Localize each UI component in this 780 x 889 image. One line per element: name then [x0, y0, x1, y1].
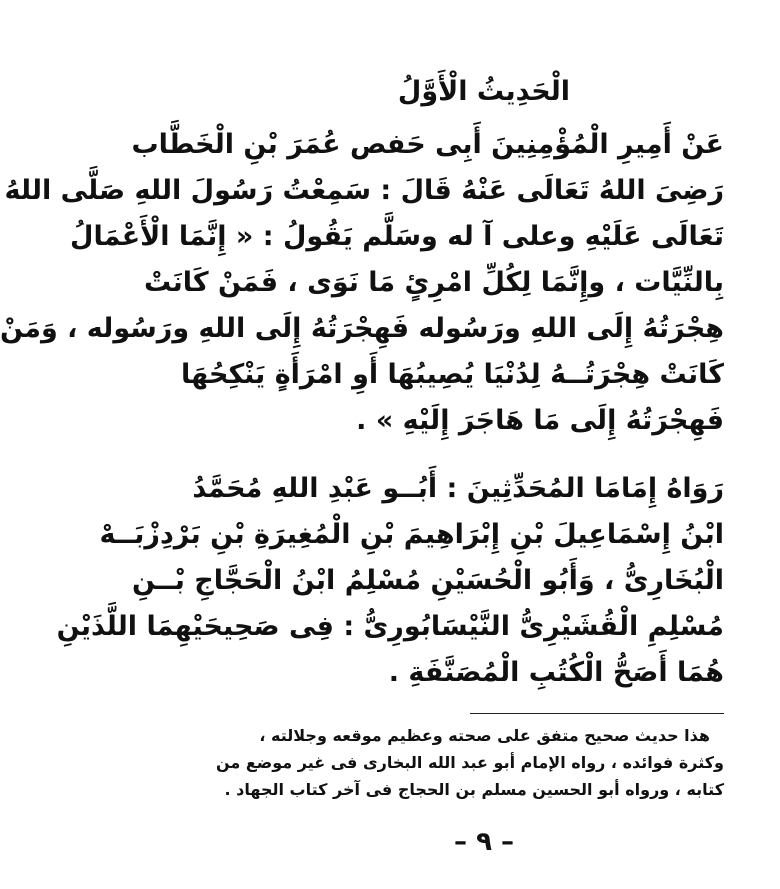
hadith-text: [0, 122, 724, 444]
footnote-line: هذا حديث صحيح متفق على صحته وعظيم موقعه وجلالته ،: [259, 726, 710, 745]
hadith-line: عَنْ أَمِيرِ الْمُؤْمِنِينَ أَبِى حَفص عُمَرَ بْنِ الْخَطَّاب: [131, 129, 724, 160]
page-number: – ٩ –: [454, 827, 514, 857]
footnote-divider: [470, 713, 724, 714]
hadith-line: هِجْرَتُهُ إِلَى اللهِ ورَسُوله فَهِجْرَتُهُ إِلَى اللهِ ورَسُوله ، وَمَنْ: [0, 313, 724, 344]
narration-line: ابْنُ إِسْمَاعِيلَ بْنِ إِبْرَاهِيمَ بْنِ الْمُغِيرَةِ بْنِ بَرْدِزْبَــهْ: [99, 519, 724, 550]
narration-text: [56, 466, 724, 696]
narration-line: رَوَاهُ إِمَامَا المُحَدِّثِينَ : أَبُــو عَبْدِ اللهِ مُحَمَّدُ: [192, 473, 724, 504]
narration-line: هُمَا أَصَحُّ الْكُتُبِ الْمُصَنَّفَةِ .: [388, 657, 724, 688]
hadith-line: بِالنِّيَّات ، وإِنَّمَا لِكُلِّ امْرِئٍ مَا نَوَى ، فَمَنْ كَانَتْ: [143, 267, 724, 298]
hadith-line: كَانَتْ هِجْرَتُــهُ لِدُنْيَا يُصِيبُهَا أَوِ امْرَأَةٍ يَنْكِحُهَا: [181, 359, 724, 390]
narration-line: الْبُخَارِىُّ ، وَأَبُو الْحُسَيْنِ مُسْلِمُ ابْنُ الْحَجَّاجِ بْــنِ: [132, 565, 724, 596]
narration-line: مُسْلِمِ الْقُشَيْرِىُّ النَّيْسَابُورِىُّ : فِى صَحِيحَيْهِمَا اللَّذَيْنِ: [56, 611, 724, 642]
hadith-line: تَعَالَى عَلَيْهِ وعلى آ له وسَلَّم يَقُولُ : « إِنَّمَا الْأَعْمَالُ: [70, 221, 724, 252]
hadith-heading: الْحَدِيثُ الْأَوَّلُ: [397, 76, 571, 107]
hadith-line: رَضِىَ اللهُ تَعَالَى عَنْهُ قَالَ : سَمِعْتُ رَسُولَ اللهِ صَلَّى اللهُ: [4, 175, 724, 206]
footnote-line: كتابه ، ورواه أبو الحسين مسلم بن الحجاج فى آخر كتاب الجهاد .: [224, 780, 724, 799]
hadith-line: فَهِجْرَتُهُ إِلَى مَا هَاجَرَ إِلَيْهِ » .: [356, 405, 724, 436]
footnote: [215, 722, 724, 803]
footnote-line: وكثرة فوائده ، رواه الإمام أبو عبد الله البخارى فى غير موضع من: [215, 753, 724, 772]
